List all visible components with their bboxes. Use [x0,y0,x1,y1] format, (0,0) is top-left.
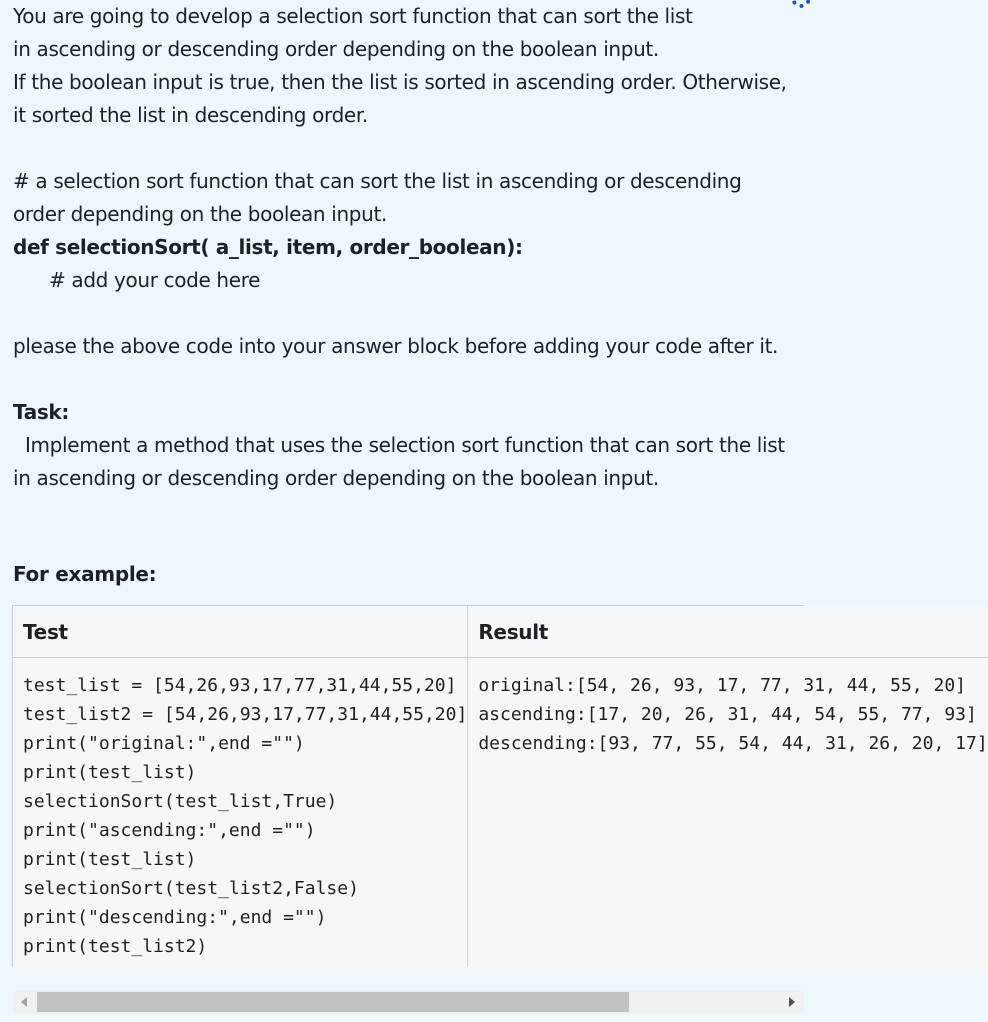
example-heading: For example: [13,562,157,586]
task-line: in ascending or descending order depending on the boolean input. [13,466,659,490]
result-column-header: Result [468,606,988,658]
function-body-comment: # add your code here [49,268,261,292]
function-params: ( a_list, item, order_boolean): [200,235,523,259]
example-table-viewport[interactable] [12,605,988,967]
function-signature [13,231,813,264]
table-row [13,658,988,968]
horizontal-scrollbar[interactable] [13,991,804,1013]
result-output-cell: original:[54, 26, 93, 17, 77, 31, 44, 55, 20] ascending:[17, 20, 26, 31, 44, 54, 55, 77, 93] descending:[93, 77, 55, 54, 44, 31, 26, 20, 17] [468,658,988,968]
question-text [13,0,813,495]
question-line: If the boolean input is true, then the list is sorted in ascending order. Otherwise, [13,70,787,94]
spacer [13,363,813,396]
function-name: selectionSort [55,235,201,259]
table-header-row [13,606,988,658]
question-line: You are going to develop a selection sort function that can sort the list [13,4,693,28]
spacer [13,132,813,165]
spacer [13,297,813,330]
question-line: in ascending or descending order depending on the boolean input. [13,37,659,61]
triangle-right-icon[interactable] [789,997,795,1007]
task-line: Implement a method that uses the selection sort function that can sort the list [25,433,785,457]
task-label: Task: [13,400,70,424]
instruction-text: please the above code into your answer block before adding your code after it. [13,334,779,358]
def-keyword: def [13,235,56,259]
scrollbar-thumb[interactable] [37,992,629,1012]
test-code-cell: test_list = [54,26,93,17,77,31,44,55,20] test_list2 = [54,26,93,17,77,31,44,55,20] print("original:",end ="") print(test_list) selectionSort(test_list,True) print("ascending:",end ="") print(test_list) selectionSort(test_list2,False) print("descending:",end ="") print(test_list2) [13,658,468,968]
question-line: it sorted the list in descending order. [13,103,368,127]
triangle-left-icon[interactable] [21,997,27,1007]
comment-line: order depending on the boolean input. [13,202,387,226]
test-column-header: Test [13,606,468,658]
comment-line: # a selection sort function that can sort the list in ascending or descending [13,169,742,193]
example-table [13,606,988,967]
